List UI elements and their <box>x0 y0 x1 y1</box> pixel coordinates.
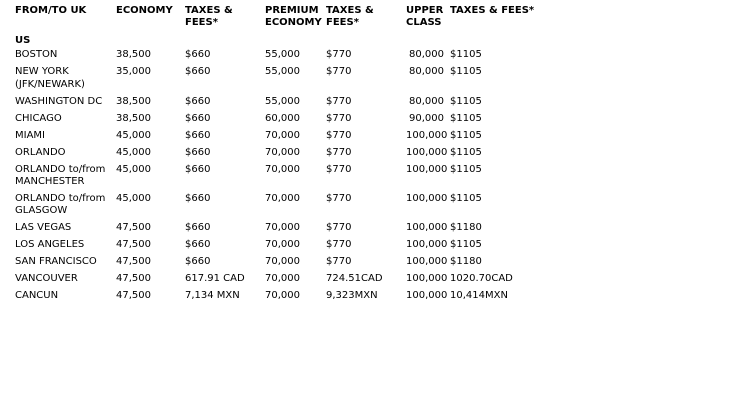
premium-miles-cell: 55,000 <box>265 95 300 107</box>
economy-taxes-cell: $660 <box>185 129 211 141</box>
table-row <box>13 96 543 113</box>
economy-taxes-cell: $660 <box>185 256 211 268</box>
upper-miles-cell: 100,000 <box>406 163 448 175</box>
economy-miles-cell: 47,500 <box>116 256 151 268</box>
upper-taxes-cell: $1105 <box>450 112 482 124</box>
economy-taxes-cell: $660 <box>185 95 211 107</box>
destination-cell: CANCUN <box>15 290 59 302</box>
upper-miles-cell: 80,000 <box>409 95 444 107</box>
economy-taxes-cell: 7,134 MXN <box>185 290 240 302</box>
upper-miles-cell: 100,000 <box>406 129 448 141</box>
upper-miles-cell: 100,000 <box>406 256 448 268</box>
economy-taxes-cell: $660 <box>185 239 211 251</box>
economy-miles-cell: 45,000 <box>116 163 151 175</box>
premium-taxes-cell: $770 <box>326 129 352 141</box>
destination-cell: CHICAGO <box>15 112 62 124</box>
upper-taxes-cell: 1020.70CAD <box>450 273 513 285</box>
table-row <box>13 49 543 66</box>
premium-miles-cell: 70,000 <box>265 290 300 302</box>
table-row <box>13 113 543 130</box>
economy-taxes-cell: $660 <box>185 222 211 234</box>
economy-miles-cell: 47,500 <box>116 222 151 234</box>
table-row <box>13 239 543 256</box>
header-premium-economy: PREMIUM ECONOMY <box>265 5 322 29</box>
economy-miles-cell: 45,000 <box>116 129 151 141</box>
header-from-to: FROM/TO UK <box>15 5 87 16</box>
premium-miles-cell: 70,000 <box>265 222 300 234</box>
header-upper-class: UPPER CLASS <box>406 5 444 29</box>
premium-miles-cell: 70,000 <box>265 256 300 268</box>
premium-taxes-cell: $770 <box>326 112 352 124</box>
premium-miles-cell: 70,000 <box>265 239 300 251</box>
upper-taxes-cell: $1180 <box>450 222 482 234</box>
upper-miles-cell: 80,000 <box>409 66 444 78</box>
premium-taxes-cell: $770 <box>326 256 352 268</box>
economy-miles-cell: 35,000 <box>116 66 151 78</box>
table-row <box>13 290 543 307</box>
table-row <box>13 130 543 147</box>
section-row <box>13 35 543 49</box>
upper-taxes-cell: $1105 <box>450 49 482 61</box>
upper-miles-cell: 100,000 <box>406 193 448 205</box>
destination-cell: NEW YORK (JFK/NEWARK) <box>15 66 85 90</box>
header-economy: ECONOMY <box>116 5 173 16</box>
destination-cell: ORLANDO to/from GLASGOW <box>15 193 106 217</box>
economy-miles-cell: 45,000 <box>116 193 151 205</box>
destination-cell: LAS VEGAS <box>15 222 72 234</box>
economy-miles-cell: 47,500 <box>116 273 151 285</box>
premium-taxes-cell: $770 <box>326 163 352 175</box>
destination-cell: ORLANDO to/from MANCHESTER <box>15 163 106 188</box>
premium-miles-cell: 70,000 <box>265 193 300 205</box>
table-row <box>13 256 543 273</box>
premium-taxes-cell: $770 <box>326 95 352 107</box>
upper-miles-cell: 100,000 <box>406 239 448 251</box>
economy-miles-cell: 47,500 <box>116 239 151 251</box>
premium-miles-cell: 70,000 <box>265 129 300 141</box>
upper-miles-cell: 100,000 <box>406 222 448 234</box>
destination-cell: BOSTON <box>15 49 58 61</box>
premium-miles-cell: 55,000 <box>265 66 300 78</box>
upper-taxes-cell: $1105 <box>450 239 482 251</box>
upper-taxes-cell: $1180 <box>450 256 482 268</box>
destination-cell: SAN FRANCISCO <box>15 256 97 268</box>
economy-miles-cell: 38,500 <box>116 95 151 107</box>
premium-miles-cell: 60,000 <box>265 112 300 124</box>
header-taxes-premium: TAXES & FEES* <box>326 5 374 29</box>
premium-taxes-cell: $770 <box>326 222 352 234</box>
table-header <box>13 5 543 35</box>
economy-taxes-cell: $660 <box>185 66 211 78</box>
upper-taxes-cell: $1105 <box>450 95 482 107</box>
economy-taxes-cell: $660 <box>185 112 211 124</box>
premium-taxes-cell: $770 <box>326 49 352 61</box>
premium-miles-cell: 55,000 <box>265 49 300 61</box>
table-body <box>13 35 543 308</box>
destination-cell: MIAMI <box>15 129 45 141</box>
upper-taxes-cell: $1105 <box>450 193 482 205</box>
upper-miles-cell: 80,000 <box>409 49 444 61</box>
economy-taxes-cell: $660 <box>185 163 211 175</box>
table-row <box>13 147 543 164</box>
header-taxes-upper: TAXES & FEES* <box>450 5 535 16</box>
upper-taxes-cell: $1105 <box>450 146 482 158</box>
premium-taxes-cell: 724.51CAD <box>326 273 383 285</box>
upper-taxes-cell: 10,414MXN <box>450 290 508 302</box>
upper-miles-cell: 100,000 <box>406 146 448 158</box>
table-row <box>13 273 543 290</box>
premium-taxes-cell: $770 <box>326 239 352 251</box>
economy-taxes-cell: $660 <box>185 49 211 61</box>
premium-miles-cell: 70,000 <box>265 163 300 175</box>
premium-taxes-cell: $770 <box>326 146 352 158</box>
economy-taxes-cell: $660 <box>185 193 211 205</box>
upper-taxes-cell: $1105 <box>450 66 482 78</box>
table-row <box>13 66 543 95</box>
upper-taxes-cell: $1105 <box>450 129 482 141</box>
economy-miles-cell: 38,500 <box>116 49 151 61</box>
section-label-us: US <box>15 34 31 46</box>
table-row <box>13 193 543 222</box>
destination-cell: WASHINGTON DC <box>15 95 103 107</box>
premium-taxes-cell: $770 <box>326 193 352 205</box>
destination-cell: VANCOUVER <box>15 273 78 285</box>
upper-miles-cell: 100,000 <box>406 290 448 302</box>
upper-miles-cell: 90,000 <box>409 112 444 124</box>
premium-miles-cell: 70,000 <box>265 146 300 158</box>
economy-taxes-cell: 617.91 CAD <box>185 273 245 285</box>
upper-taxes-cell: $1105 <box>450 163 482 175</box>
premium-miles-cell: 70,000 <box>265 273 300 285</box>
upper-miles-cell: 100,000 <box>406 273 448 285</box>
economy-miles-cell: 38,500 <box>116 112 151 124</box>
destination-cell: LOS ANGELES <box>15 239 85 251</box>
table-row <box>13 164 543 193</box>
premium-taxes-cell: 9,323MXN <box>326 290 378 302</box>
premium-taxes-cell: $770 <box>326 66 352 78</box>
destination-cell: ORLANDO <box>15 146 66 158</box>
header-taxes-economy: TAXES & FEES* <box>185 5 233 29</box>
table-row <box>13 222 543 239</box>
header-row <box>13 5 543 35</box>
award-chart-table <box>13 5 543 307</box>
economy-miles-cell: 45,000 <box>116 146 151 158</box>
economy-miles-cell: 47,500 <box>116 290 151 302</box>
economy-taxes-cell: $660 <box>185 146 211 158</box>
